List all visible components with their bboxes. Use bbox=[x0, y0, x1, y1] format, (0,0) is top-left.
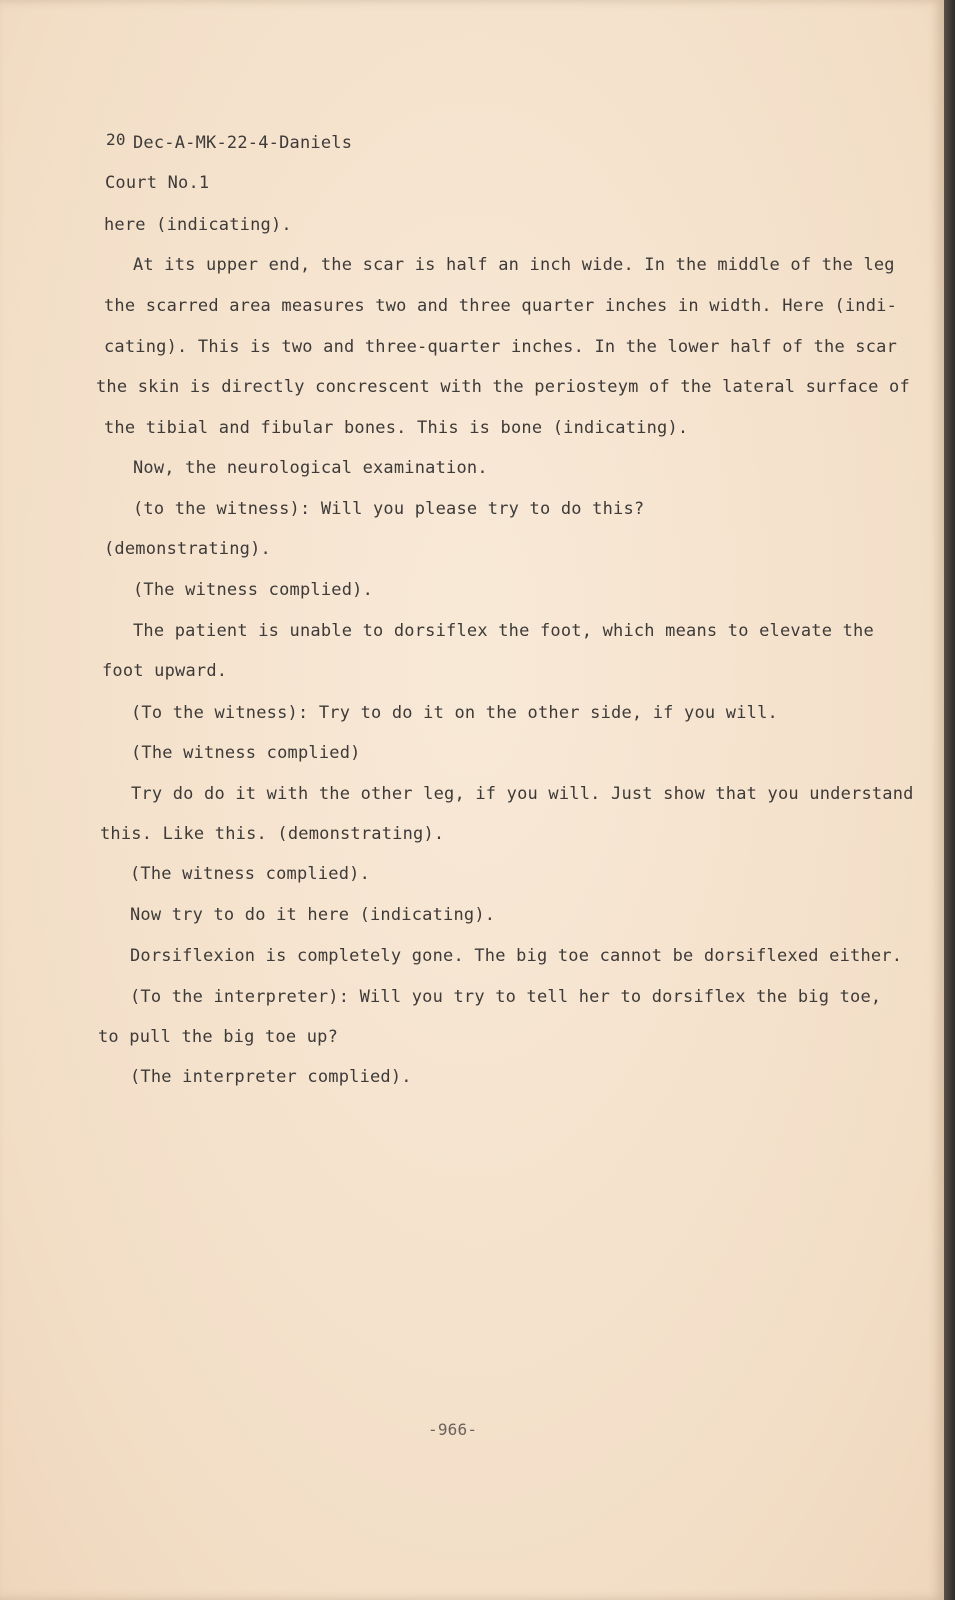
text-line: (to the witness): Will you please try to do this? bbox=[133, 499, 645, 519]
text-line: Now try to do it here (indicating). bbox=[130, 905, 496, 925]
text-line: to pull the big toe up? bbox=[98, 1027, 339, 1047]
page-edge-shadow bbox=[944, 0, 955, 1600]
text-line: this. Like this. (demonstrating). bbox=[100, 824, 445, 844]
text-line: (The witness complied) bbox=[131, 743, 361, 763]
text-line: here (indicating). bbox=[104, 215, 292, 235]
text-line: (The interpreter complied). bbox=[130, 1067, 412, 1087]
text-line: foot upward. bbox=[102, 661, 228, 681]
text-line: (The witness complied). bbox=[130, 864, 371, 884]
text-line: At its upper end, the scar is half an inch wide. In the middle of the leg bbox=[133, 255, 895, 275]
text-line: (demonstrating). bbox=[104, 539, 271, 559]
text-line: the tibial and fibular bones. This is bone (indicating). bbox=[104, 418, 689, 438]
text-line: Try do do it with the other leg, if you will. Just show that you understand bbox=[131, 784, 914, 804]
text-line: cating). This is two and three-quarter inches. In the lower half of the scar bbox=[104, 337, 898, 357]
text-line: (To the interpreter): Will you try to tell her to dorsiflex the big toe, bbox=[130, 987, 882, 1007]
text-line: Now, the neurological examination. bbox=[133, 458, 488, 478]
text-line: Dorsiflexion is completely gone. The big toe cannot be dorsiflexed either. bbox=[130, 946, 903, 966]
footer-page-number: -966- bbox=[428, 1420, 478, 1439]
text-line: the scarred area measures two and three quarter inches in width. Here (indi- bbox=[104, 296, 898, 316]
header-reference: Dec-A-MK-22-4-Daniels bbox=[133, 133, 353, 153]
header-page-number: 20 bbox=[106, 130, 126, 149]
text-line: (The witness complied). bbox=[133, 580, 374, 600]
text-line: The patient is unable to dorsiflex the foot, which means to elevate the bbox=[133, 621, 874, 641]
court-label: Court No.1 bbox=[105, 173, 210, 193]
text-line: (To the witness): Try to do it on the other side, if you will. bbox=[131, 703, 778, 723]
text-line: the skin is directly concrescent with the periosteym of the lateral surface of bbox=[96, 377, 910, 397]
